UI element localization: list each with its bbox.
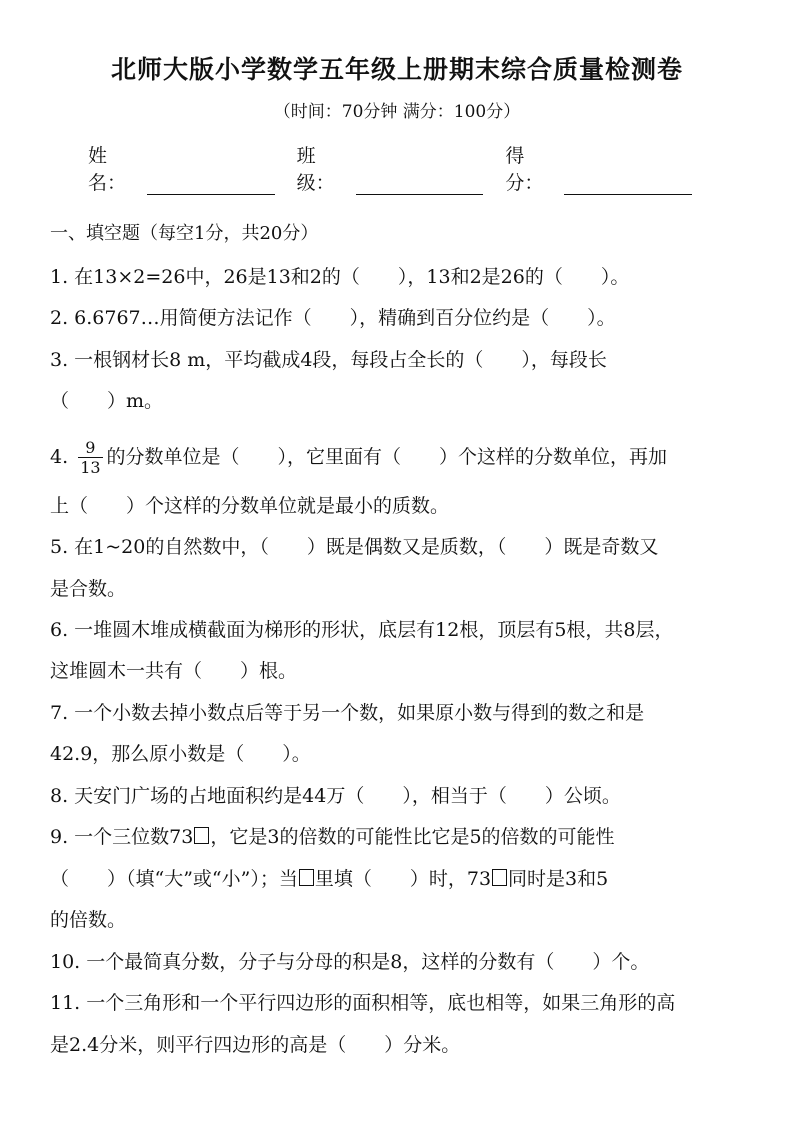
question-9-text-d: 里填（ ）时，73 [314, 868, 492, 890]
name-label: 姓名： [88, 145, 127, 194]
question-10: 10. 一个最简真分数，分子与分母的积是8，这样的分数有（ ）个。 [50, 951, 650, 973]
question-1: 1. 在13×2=26中，26是13和2的（ ），13和2是26的（ ）。 [50, 266, 630, 288]
page-title: 北师大版小学数学五年级上册期末综合质量检测卷 [110, 55, 683, 84]
score-label: 得分： [505, 145, 544, 194]
question-8: 8. 天安门广场的占地面积约是44万（ ），相当于（ ）公顷。 [50, 785, 621, 807]
question-9-text-e: 同时是3和5 [508, 868, 609, 890]
student-info-row [88, 141, 714, 195]
question-9-text-c: （ ）（填“大”或“小”）；当 [50, 868, 298, 890]
question-4-line-2: 上（ ）个这样的分数单位就是最小的质数。 [50, 495, 450, 517]
name-field [88, 141, 275, 195]
score-field [505, 141, 692, 195]
fraction-nine-thirteenths [78, 440, 102, 476]
question-4-line-1 [50, 436, 750, 478]
question-7-line-1: 7. 一个小数去掉小数点后等于另一个数，如果原小数与得到的数之和是 [50, 702, 645, 724]
score-blank [564, 172, 692, 195]
digit-box-icon [194, 827, 209, 844]
question-9-text-b: ，它是3的倍数的可能性比它是5的倍数的可能性 [210, 826, 615, 848]
exam-time-score: （时间：70分钟 满分：100分） [273, 102, 521, 122]
question-2: 2. 6.6767…用简便方法记作（ ），精确到百分位约是（ ）。 [50, 307, 616, 329]
question-11-line-1: 11. 一个三角形和一个平行四边形的面积相等，底也相等，如果三角形的高 [50, 992, 676, 1014]
question-5-line-2: 是合数。 [50, 578, 127, 600]
question-6-line-1: 6. 一堆圆木堆成横截面为梯形的形状，底层有12根，顶层有5根，共8层， [50, 619, 674, 641]
question-9-line-1 [50, 816, 750, 858]
fraction-numerator: 9 [78, 440, 102, 458]
question-9-line-2 [50, 858, 750, 900]
question-9-text-a: 9. 一个三位数73 [50, 826, 194, 848]
name-blank [147, 172, 275, 195]
question-5-line-1: 5. 在1~20的自然数中，（ ）既是偶数又是质数，（ ）既是奇数又 [50, 536, 659, 558]
digit-box-icon [492, 869, 507, 886]
section-heading-fill-in: 一、填空题（每空1分，共20分） [50, 223, 319, 244]
question-7-line-2: 42.9，那么原小数是（ ）。 [50, 743, 311, 765]
fraction-denominator: 13 [80, 458, 101, 477]
class-label: 班级： [296, 145, 335, 194]
class-field [297, 141, 484, 195]
question-3-line-2: （ ）m。 [50, 390, 164, 412]
question-3-line-1: 3. 一根钢材长8 m，平均截成4段，每段占全长的（ ），每段长 [50, 349, 607, 371]
question-6-line-2: 这堆圆木一共有（ ）根。 [50, 660, 298, 682]
question-11-line-2: 是2.4分米，则平行四边形的高是（ ）分米。 [50, 1034, 461, 1056]
digit-box-icon [299, 869, 314, 886]
question-4-number: 4. [50, 446, 69, 468]
class-blank [356, 172, 484, 195]
question-9-line-3: 的倍数。 [50, 909, 127, 931]
question-4-text: 的分数单位是（ ），它里面有（ ）个这样的分数单位，再加 [106, 446, 668, 468]
